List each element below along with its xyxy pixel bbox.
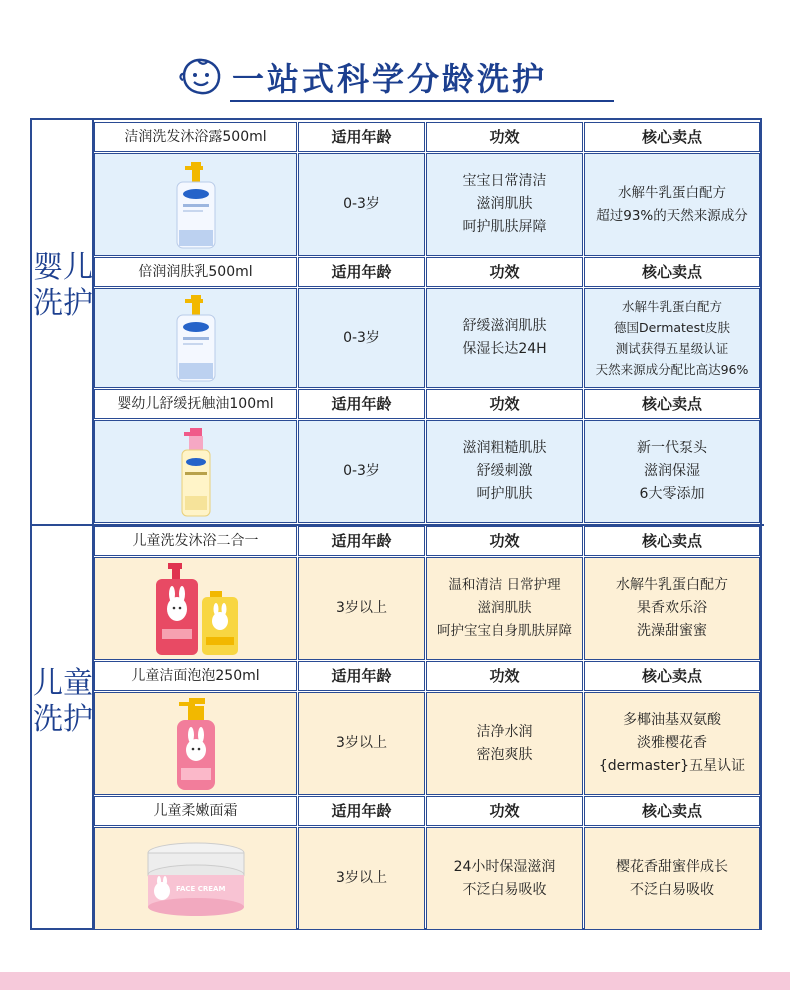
header-selling: 核心卖点 <box>584 661 760 691</box>
product-image <box>94 557 297 660</box>
title-underline <box>230 100 614 102</box>
section-label-kids: 儿童洗护 <box>33 666 93 737</box>
header-effect: 功效 <box>426 661 583 691</box>
header-selling: 核心卖点 <box>584 257 760 287</box>
product-age: 3岁以上 <box>298 827 425 930</box>
face-cream-jar-icon <box>136 839 256 919</box>
header-effect: 功效 <box>426 257 583 287</box>
product-name: 婴幼儿舒缓抚触油100ml <box>94 389 297 419</box>
product-image <box>94 420 297 523</box>
product-effect: 滋润粗糙肌肤 舒缓刺激 呵护肌肤 <box>426 420 583 523</box>
page-title: 一站式科学分龄洗护 <box>232 60 548 98</box>
product-image <box>94 288 297 388</box>
header-selling: 核心卖点 <box>584 389 760 419</box>
product-selling: 水解牛乳蛋白配方 果香欢乐浴 洗澡甜蜜蜜 <box>584 557 760 660</box>
product-name: 儿童洗发沐浴二合一 <box>94 526 297 556</box>
baby-face-icon <box>176 56 226 96</box>
product-effect: 洁净水润 密泡爽肤 <box>426 692 583 795</box>
pink-foam-bottle-icon <box>171 696 221 792</box>
product-table <box>30 118 762 930</box>
product-age: 0-3岁 <box>298 153 425 256</box>
header-age: 适用年龄 <box>298 526 425 556</box>
product-selling: 水解牛乳蛋白配方 超过93%的天然来源成分 <box>584 153 760 256</box>
header-age: 适用年龄 <box>298 122 425 152</box>
product-age: 0-3岁 <box>298 288 425 388</box>
product-selling: 水解牛乳蛋白配方 德国Dermatest皮肤 测试获得五星级认证 天然来源成分配比高达96% <box>584 288 760 388</box>
product-image <box>94 692 297 795</box>
product-effect: 舒缓滋润肌肤 保湿长达24H <box>426 288 583 388</box>
product-name: 儿童洁面泡泡250ml <box>94 661 297 691</box>
header-effect: 功效 <box>426 526 583 556</box>
header-selling: 核心卖点 <box>584 796 760 826</box>
header-effect: 功效 <box>426 796 583 826</box>
oil-spray-bottle-icon <box>176 426 216 518</box>
product-image <box>94 153 297 256</box>
blue-pump-bottle-icon <box>171 160 221 250</box>
product-age: 3岁以上 <box>298 692 425 795</box>
header-age: 适用年龄 <box>298 389 425 419</box>
product-effect: 温和清洁 日常护理 滋润肌肤 呵护宝宝自身肌肤屏障 <box>426 557 583 660</box>
header-selling: 核心卖点 <box>584 526 760 556</box>
page-header <box>0 48 790 108</box>
header-effect: 功效 <box>426 122 583 152</box>
product-effect: 宝宝日常清洁 滋润肌肤 呵护肌肤屏障 <box>426 153 583 256</box>
section-kids <box>32 526 94 930</box>
product-age: 0-3岁 <box>298 420 425 523</box>
jar-label: FACE CREAM <box>175 884 225 893</box>
section-baby <box>32 120 94 525</box>
product-name: 儿童柔嫩面霜 <box>94 796 297 826</box>
section-label-baby: 婴儿洗护 <box>33 250 93 321</box>
product-image <box>94 827 297 930</box>
bottom-decoration-bar <box>0 972 790 990</box>
header-age: 适用年龄 <box>298 661 425 691</box>
product-name: 倍润润肤乳500ml <box>94 257 297 287</box>
header-age: 适用年龄 <box>298 257 425 287</box>
bunny-shampoo-bottles-icon <box>148 561 244 657</box>
header-effect: 功效 <box>426 389 583 419</box>
product-selling: 樱花香甜蜜伴成长 不泛白易吸收 <box>584 827 760 930</box>
product-age: 3岁以上 <box>298 557 425 660</box>
header-selling: 核心卖点 <box>584 122 760 152</box>
product-effect: 24小时保湿滋润 不泛白易吸收 <box>426 827 583 930</box>
product-selling: 多椰油基双氨酸 淡雅樱花香 {dermaster}五星认证 <box>584 692 760 795</box>
blue-lotion-bottle-icon <box>171 293 221 383</box>
product-name: 洁润洗发沐浴露500ml <box>94 122 297 152</box>
product-selling: 新一代泵头 滋润保湿 6大零添加 <box>584 420 760 523</box>
header-age: 适用年龄 <box>298 796 425 826</box>
